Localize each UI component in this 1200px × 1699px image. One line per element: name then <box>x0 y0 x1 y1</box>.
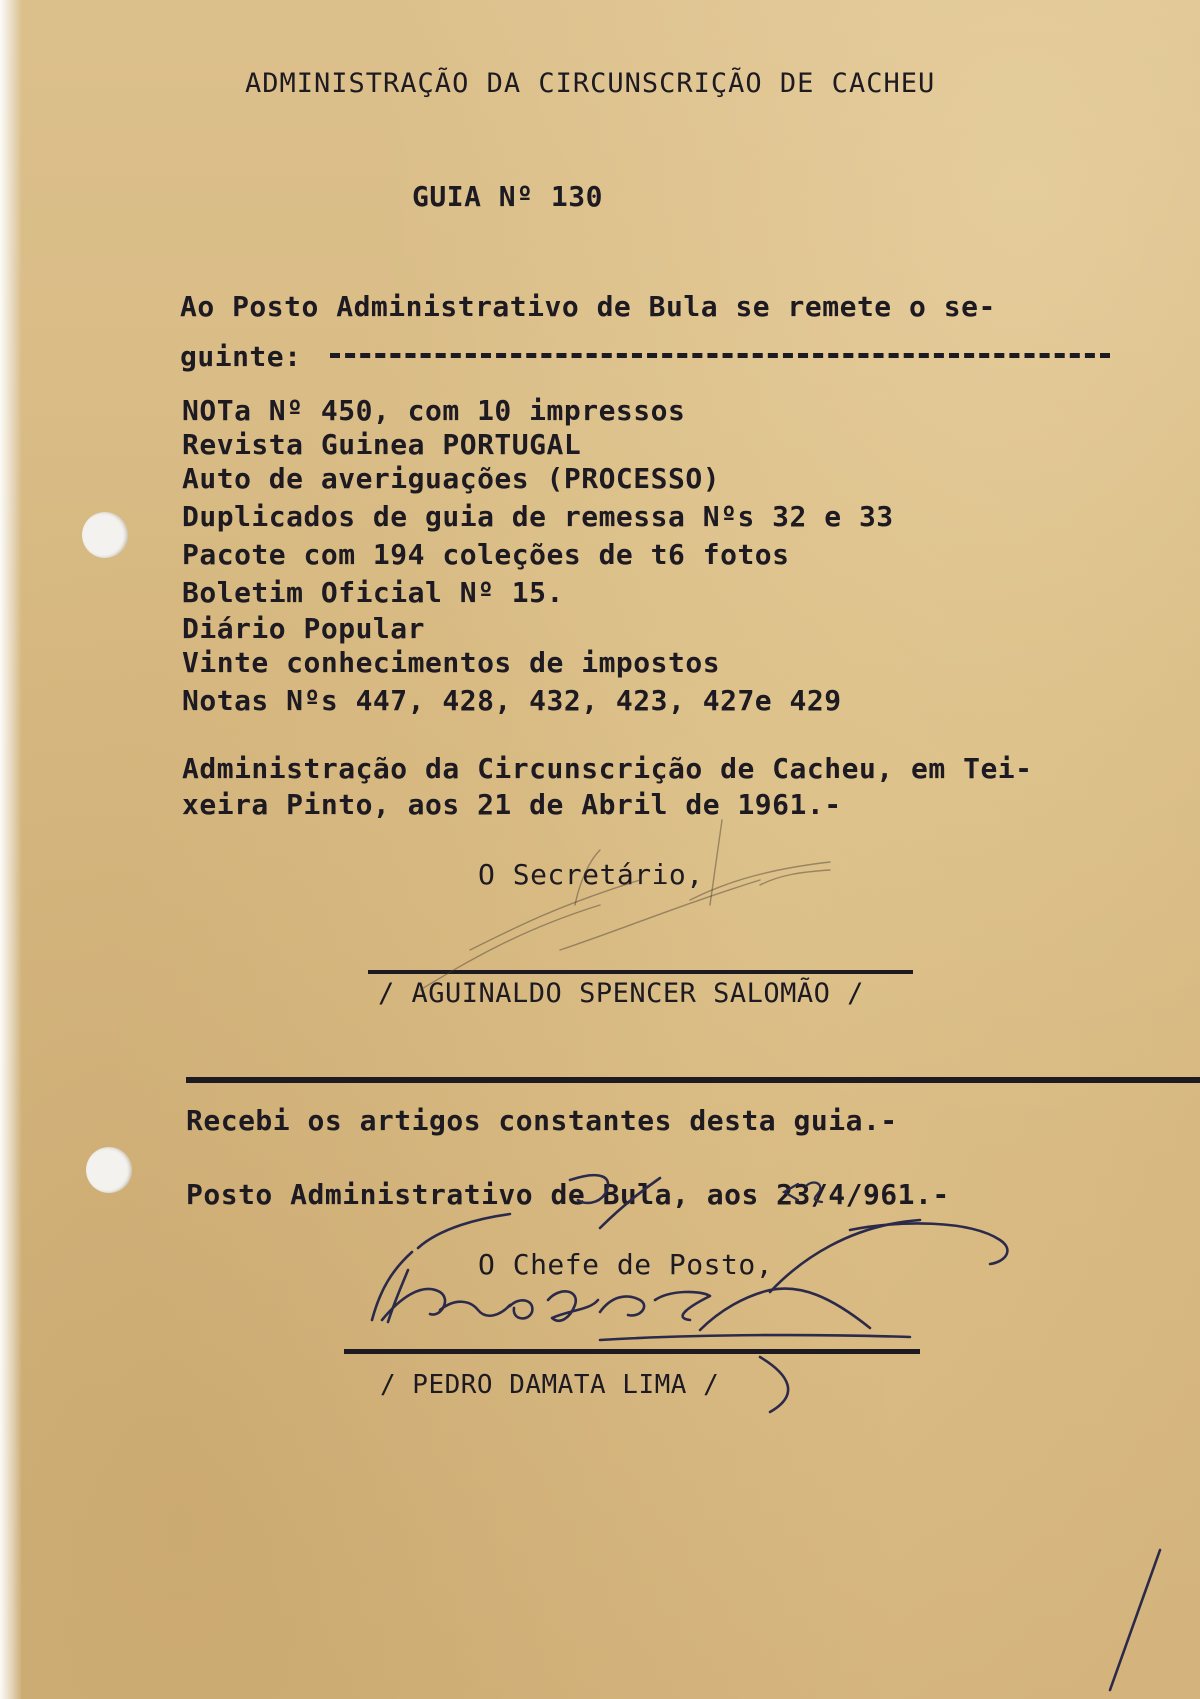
item-line: NOTa Nº 450, com 10 impressos <box>182 394 686 427</box>
item-line: Notas Nºs 447, 428, 432, 423, 427e 429 <box>182 684 842 717</box>
secretary-title: O Secretário, <box>478 858 704 891</box>
item-line: Diário Popular <box>182 612 426 645</box>
item-line: Duplicados de guia de remessa Nºs 32 e 33 <box>182 500 894 533</box>
receipt-statement: Recebi os artigos constantes desta guia.- <box>186 1104 898 1137</box>
punch-hole-top <box>82 512 128 558</box>
place-date-line-2: xeira Pinto, aos 21 de Abril de 1961.- <box>182 788 842 821</box>
secretary-signature-strokes <box>420 820 830 990</box>
punch-hole-bottom <box>86 1147 132 1193</box>
document-header: ADMINISTRAÇÃO DA CIRCUNSCRIÇÃO DE CACHEU <box>245 68 936 99</box>
intro-line-2: guinte: <box>180 340 302 373</box>
item-line: Revista Guinea PORTUGAL <box>182 428 582 461</box>
item-line: Auto de averiguações (PROCESSO) <box>182 462 721 495</box>
item-line: Pacote com 194 coleções de t6 fotos <box>182 538 790 571</box>
receipt-place-date: Posto Administrativo de Bula, aos 23/4/961.- <box>186 1178 950 1211</box>
chief-title: O Chefe de Posto, <box>478 1248 774 1281</box>
intro-fill-rule <box>330 353 1110 358</box>
section-divider <box>186 1077 1200 1083</box>
place-date-line-1: Administração da Circunscrição de Cacheu, em Tei- <box>182 752 1033 785</box>
page-edge-shadow <box>0 0 22 1699</box>
secretary-name: / AGUINALDO SPENCER SALOMÃO / <box>378 978 864 1009</box>
chief-signature-rule <box>344 1349 920 1354</box>
item-line: Boletim Oficial Nº 15. <box>182 576 564 609</box>
chief-name: / PEDRO DAMATA LIMA / <box>380 1370 720 1400</box>
guide-number: GUIA Nº 130 <box>412 180 603 213</box>
item-line: Vinte conhecimentos de impostos <box>182 646 721 679</box>
secretary-signature-rule <box>368 970 913 974</box>
intro-line-1: Ao Posto Administrativo de Bula se remete o se- <box>180 290 996 323</box>
